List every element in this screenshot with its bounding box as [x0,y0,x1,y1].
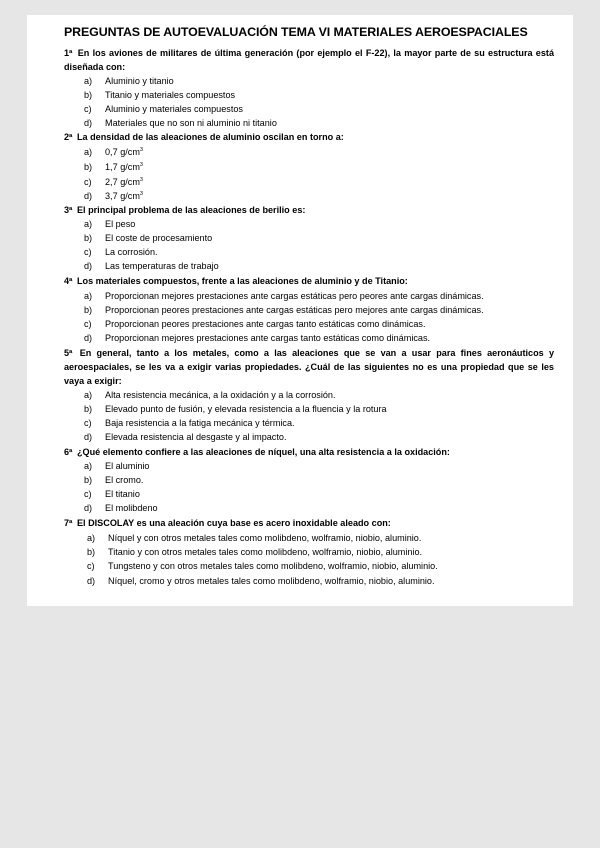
option-7a [87,531,421,545]
option-letter: d) [84,118,93,128]
option-6c [84,487,140,501]
unit-exponent: 3 [139,146,143,153]
option-text: Elevada resistencia al desgaste y al impacto. [105,432,287,442]
option-1c [84,102,243,116]
question-text: El principal problema de las aleaciones de berilio es: [76,205,306,215]
question-number: 3ª [64,205,73,215]
option-5d [84,430,286,444]
option-6d [84,501,158,515]
unit: g/cm [120,162,140,172]
option-letter: a) [84,147,93,157]
option-4c [84,317,425,331]
option-value: 0,7 [105,147,118,157]
question-text: El DISCOLAY es una aleación cuya base es acero inoxidable aleado con: [76,518,391,528]
option-letter: c) [84,247,92,257]
question-number: 4ª [64,276,73,286]
option-text: Elevado punto de fusión, y elevada resistencia a la fluencia y la rotura [105,404,387,414]
option-text: El titanio [105,489,140,499]
option-letter: b) [84,475,93,485]
unit-exponent: 3 [139,161,143,168]
option-4a [84,289,484,303]
question-number: 5ª [64,348,73,358]
option-letter: a) [84,461,93,471]
question-4 [64,274,554,288]
option-text: Proporcionan mejores prestaciones ante cargas estáticas pero peores ante cargas dinámicas. [105,291,484,301]
option-letter: b) [84,404,93,414]
option-letter: a) [84,219,93,229]
option-letter: d) [87,576,96,586]
document-page [27,15,573,606]
option-2a [84,145,143,159]
question-5 [64,346,554,388]
option-letter: d) [84,503,93,513]
option-letter: a) [87,533,96,543]
question-number: 2ª [64,132,73,142]
option-text: Aluminio y titanio [105,76,174,86]
option-2b [84,160,143,174]
option-5a [84,388,336,402]
option-1d [84,116,277,130]
option-6b [84,473,143,487]
option-value: 3,7 [105,191,118,201]
option-text: Alta resistencia mecánica, a la oxidación y a la corrosión. [105,390,336,400]
question-text: La densidad de las aleaciones de aluminio oscilan en torno a: [76,132,344,142]
option-letter: c) [87,561,95,571]
page-title: PREGUNTAS DE AUTOEVALUACIÓN TEMA VI MATERIALES AEROESPACIALES [64,25,528,39]
option-letter: c) [84,418,92,428]
option-text: Níquel, cromo y otros metales tales como molibdeno, wolframio, niobio, aluminio. [108,576,435,586]
option-text: Baja resistencia a la fatiga mecánica y térmica. [105,418,295,428]
unit: g/cm [120,147,140,157]
option-text: La corrosión. [105,247,158,257]
option-letter: a) [84,76,93,86]
question-2 [64,130,554,144]
option-7b [87,545,422,559]
option-letter: b) [84,233,93,243]
question-3 [64,203,554,217]
option-text: El coste de procesamiento [105,233,213,243]
option-text: Aluminio y materiales compuestos [105,104,243,114]
option-text: Materiales que no son ni aluminio ni titanio [105,118,277,128]
option-1b [84,88,235,102]
option-letter: b) [87,547,96,557]
question-number: 7ª [64,518,73,528]
option-letter: b) [84,90,93,100]
question-7 [64,516,554,530]
option-5b [84,402,387,416]
option-letter: d) [84,261,93,271]
option-letter: d) [84,333,93,343]
option-text: Níquel y con otros metales tales como molibdeno, wolframio, niobio, aluminio. [108,533,422,543]
option-text: Proporcionan peores prestaciones ante cargas tanto estáticas como dinámicas. [105,319,426,329]
question-number: 6ª [64,447,73,457]
option-letter: c) [84,319,92,329]
option-text: Proporcionan peores prestaciones ante cargas estáticas pero mejores ante cargas dinámicas. [105,305,484,315]
option-text: Titanio y con otros metales tales como molibdeno, wolframio, niobio, aluminio. [108,547,423,557]
option-letter: d) [84,432,93,442]
option-letter: c) [84,104,92,114]
option-letter: b) [84,162,93,172]
option-3a [84,217,135,231]
option-letter: b) [84,305,93,315]
option-text: El peso [105,219,136,229]
option-text: Tungsteno y con otros metales tales como molibdeno, wolframio, niobio, aluminio. [108,561,438,571]
question-number: 1ª [64,48,73,58]
option-text: Las temperaturas de trabajo [105,261,219,271]
option-text: El molibdeno [105,503,158,513]
option-2d [84,189,143,203]
option-letter: d) [84,191,93,201]
option-4d [84,331,430,345]
option-3c [84,245,158,259]
option-text: Proporcionan mejores prestaciones ante cargas tanto estáticas como dinámicas. [105,333,431,343]
option-7c [87,559,438,573]
unit-exponent: 3 [139,190,143,197]
option-value: 2,7 [105,177,118,187]
option-7d [87,574,435,588]
option-value: 1,7 [105,162,118,172]
option-letter: c) [84,489,92,499]
question-text: Los materiales compuestos, frente a las aleaciones de aluminio y de Titanio: [76,276,408,286]
option-2c [84,175,143,189]
option-1a [84,74,174,88]
question-6 [64,445,554,459]
question-1 [64,46,554,74]
option-text: Titanio y materiales compuestos [105,90,236,100]
question-text: ¿Qué elemento confiere a las aleaciones de níquel, una alta resistencia a la oxidación: [76,447,450,457]
unit: g/cm [120,177,140,187]
option-3b [84,231,212,245]
unit: g/cm [120,191,140,201]
question-text: En general, tanto a los metales, como a las aleaciones que se van a usar para fines aeronáuticos y aeroespaciales, se les va a exigir varias propiedades. ¿Cuál de las siguientes no es una propiedad que se les vaya a exigir: [64,348,555,386]
option-letter: a) [84,390,93,400]
option-text: El aluminio [105,461,150,471]
option-3d [84,259,219,273]
unit-exponent: 3 [139,176,143,183]
option-text: El cromo. [105,475,144,485]
option-4b [84,303,484,317]
option-letter: c) [84,177,92,187]
option-letter: a) [84,291,93,301]
question-text: En los aviones de militares de última generación (por ejemplo el F-22), la mayor parte de su estructura está diseñada con: [64,48,555,72]
option-6a [84,459,149,473]
option-5c [84,416,295,430]
